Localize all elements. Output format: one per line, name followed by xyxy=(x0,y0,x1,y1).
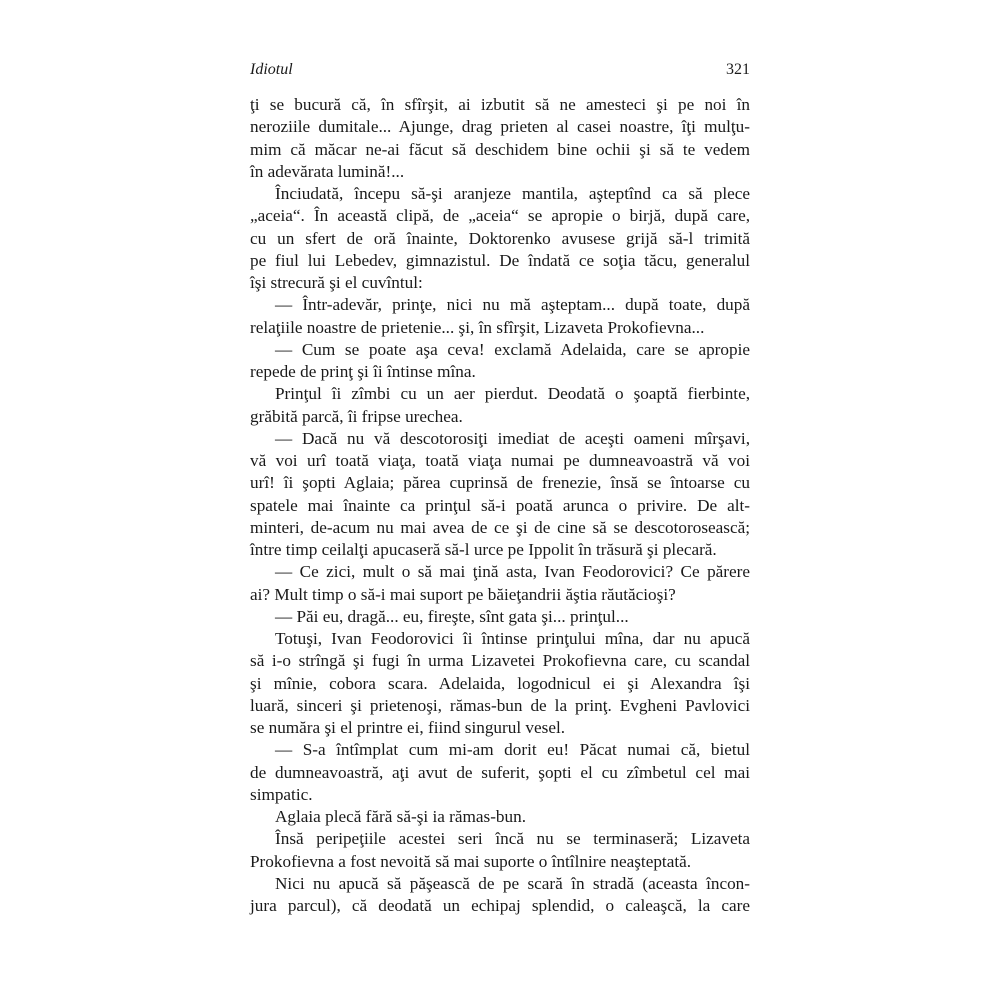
text-line: vă voi urî toată viaţa, toată viaţa numai pe dumneavoastră vă voi xyxy=(250,451,750,470)
text-line: urî! îi şopti Aglaia; părea cuprinsă de frenezie, însă se întoarse cu xyxy=(250,473,750,493)
text-line: ai? Mult timp o să-i mai suport pe băieţandrii ăştia răutăcioşi? xyxy=(250,584,676,604)
text-line: relaţiile noastre de prietenie... şi, în sfîrşit, Lizaveta Prokofievna... xyxy=(250,317,705,337)
text-line: minteri, de-acum nu mai avea de ce şi de cine să se descotorosească; xyxy=(250,517,750,537)
body-text xyxy=(250,94,750,917)
text-line: spatele mai înainte ca prinţul să-i poată arunca o privire. De alt- xyxy=(250,495,750,515)
text-line: ţi se bucură că, în sfîrşit, ai izbutit să ne amesteci şi pe noi în xyxy=(250,95,750,114)
text-line: Însă peripeţiile acestei seri încă nu se terminaseră; Lizaveta xyxy=(275,829,750,849)
text-line: Prinţul îi zîmbi cu un aer pierdut. Deodată o şoaptă fierbinte, xyxy=(275,384,750,404)
text-line: să i-o strîngă şi fugi în urma Lizavetei Prokofievna care, cu scandal xyxy=(250,651,750,671)
text-line: — Ce zici, mult o să mai ţină asta, Ivan Feodorovici? Ce părere xyxy=(275,562,750,582)
text-line: — Păi eu, dragă... eu, fireşte, sînt gata şi... prinţul... xyxy=(275,606,629,626)
text-line: cu un sfert de oră înainte, Doktorenko avusese grijă să-l trimită xyxy=(250,228,750,248)
text-line: îşi strecură şi el cuvîntul: xyxy=(250,273,423,292)
text-line: luară, sinceri şi prietenoşi, rămas-bun de la prinţ. Evgheni Pavlovici xyxy=(250,695,750,715)
book-page xyxy=(250,0,750,1000)
text-line: de dumneavoastră, aţi avut de suferit, şopti el cu zîmbetul cel mai xyxy=(250,762,750,782)
text-line: Aglaia plecă fără să-şi ia rămas-bun. xyxy=(275,807,527,826)
text-line: — Cum se poate aşa ceva! exclamă Adelaida, care se apropie xyxy=(275,339,750,359)
text-line: Totuşi, Ivan Feodorovici îi întinse prinţului mîna, dar nu apucă xyxy=(275,629,750,648)
text-line: — Dacă nu vă descotorosiţi imediat de aceşti oameni mîrşavi, xyxy=(275,428,750,448)
text-line: „aceia“. În această clipă, de „aceia“ se apropie o birjă, după care, xyxy=(250,206,750,226)
text-line: Nici nu apucă să păşească de pe scară în stradă (aceasta încon- xyxy=(275,873,750,893)
text-line: simpatic. xyxy=(250,784,313,804)
running-title: Idiotul xyxy=(250,61,293,78)
text-line: Prokofievna a fost nevoită să mai suporte o întîlnire neaşteptată. xyxy=(250,851,692,871)
running-head xyxy=(250,61,750,85)
text-line: Înciudată, începu să-şi aranjeze mantila, aşteptînd ca să plece xyxy=(275,184,750,203)
text-line: repede de prinţ şi îi întinse mîna. xyxy=(250,362,476,381)
text-line: şi mînie, cobora scara. Adelaida, logodnicul ei şi Alexandra îşi xyxy=(250,673,750,693)
text-line: mim că măcar ne-ai făcut să deschidem bine ochii şi să te vedem xyxy=(250,139,750,159)
text-line: în adevărata lumină!... xyxy=(250,161,405,181)
text-line: între timp ceilalţi apucaseră să-l urce pe Ippolit în trăsură şi plecară. xyxy=(250,540,717,559)
text-line: se număra şi el printre ei, fiind singurul vesel. xyxy=(250,718,566,737)
text-line: jura parcul), că deodată un echipaj splendid, o caleaşcă, la care xyxy=(250,896,750,915)
text-line: — Într-adevăr, prinţe, nici nu mă aşteptam... după toate, după xyxy=(275,295,750,315)
text-line: — S-a întîmplat cum mi-am dorit eu! Păcat numai că, bietul xyxy=(275,740,750,760)
page-number: 321 xyxy=(726,61,750,78)
text-line: neroziile dumitale... Ajunge, drag prieten al casei noastre, îţi mulţu- xyxy=(250,117,750,137)
text-line: pe fiul lui Lebedev, gimnazistul. De îndată ce soţia tăcu, generalul xyxy=(250,250,750,270)
text-line: grăbită parcă, îi fripse urechea. xyxy=(250,406,463,426)
